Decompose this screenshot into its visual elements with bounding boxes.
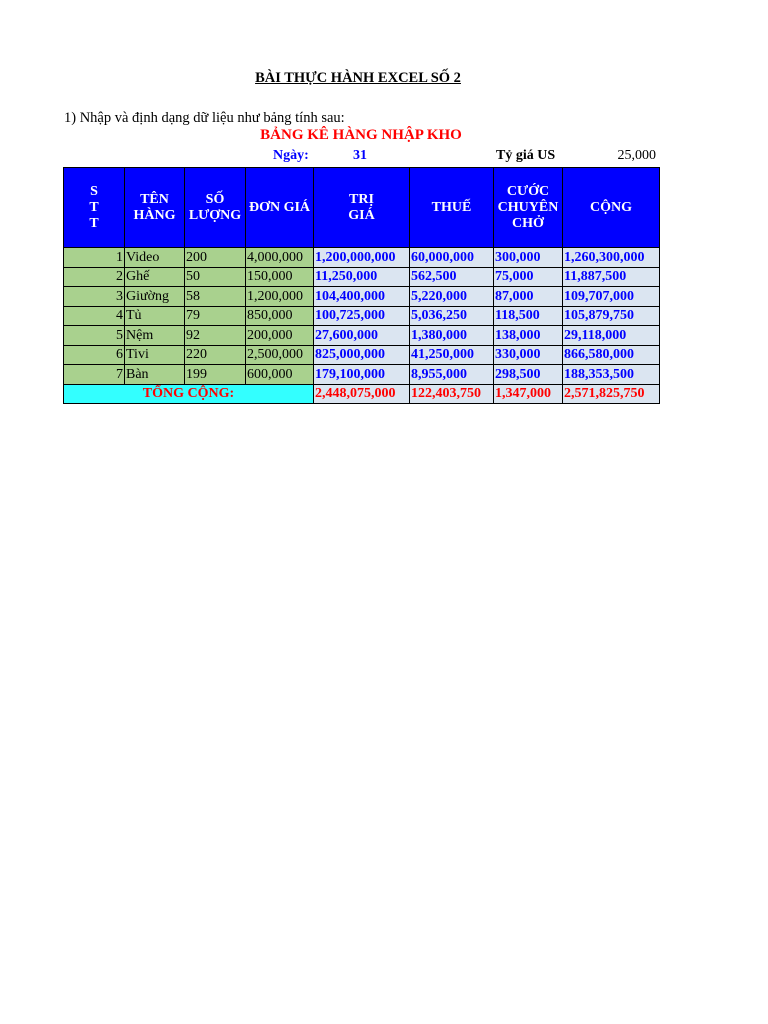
cell-cong[interactable]: 29,118,000 [563, 326, 660, 346]
cell-cuoc[interactable]: 300,000 [494, 248, 563, 268]
cell-tri-gia[interactable]: 1,200,000,000 [314, 248, 410, 268]
header-don-gia[interactable]: ĐƠN GIÁ [246, 168, 314, 248]
cell-cuoc[interactable]: 75,000 [494, 267, 563, 287]
table-row [64, 365, 660, 385]
table-row [64, 345, 660, 365]
cell-stt[interactable]: 2 [64, 267, 125, 287]
cell-don-gia[interactable]: 2,500,000 [246, 345, 314, 365]
cell-thue[interactable]: 60,000,000 [410, 248, 494, 268]
cell-cong[interactable]: 11,887,500 [563, 267, 660, 287]
cell-don-gia[interactable]: 200,000 [246, 326, 314, 346]
header-row [64, 168, 660, 248]
cell-ten-hang[interactable]: Nệm [125, 326, 185, 346]
total-tri-gia[interactable]: 2,448,075,000 [314, 384, 410, 404]
total-thue[interactable]: 122,403,750 [410, 384, 494, 404]
exchange-rate-value: 25,000 [617, 148, 656, 163]
cell-so-luong[interactable]: 58 [185, 287, 246, 307]
cell-don-gia[interactable]: 600,000 [246, 365, 314, 385]
table-row [64, 326, 660, 346]
date-value: 31 [353, 148, 367, 163]
cell-so-luong[interactable]: 92 [185, 326, 246, 346]
cell-tri-gia[interactable]: 11,250,000 [314, 267, 410, 287]
cell-ten-hang[interactable]: Tủ [125, 306, 185, 326]
cell-so-luong[interactable]: 220 [185, 345, 246, 365]
cell-tri-gia[interactable]: 825,000,000 [314, 345, 410, 365]
header-stt[interactable] [64, 168, 125, 248]
cell-stt[interactable]: 5 [64, 326, 125, 346]
table-row [64, 287, 660, 307]
total-cuoc[interactable]: 1,347,000 [494, 384, 563, 404]
cell-cuoc[interactable]: 138,000 [494, 326, 563, 346]
cell-thue[interactable]: 5,220,000 [410, 287, 494, 307]
cell-don-gia[interactable]: 1,200,000 [246, 287, 314, 307]
cell-cuoc[interactable]: 330,000 [494, 345, 563, 365]
cell-cuoc[interactable]: 298,500 [494, 365, 563, 385]
cell-stt[interactable]: 1 [64, 248, 125, 268]
instruction-text: 1) Nhập và định dạng dữ liệu như bảng tính sau: [64, 110, 345, 126]
cell-so-luong[interactable]: 79 [185, 306, 246, 326]
cell-cong[interactable]: 105,879,750 [563, 306, 660, 326]
cell-cong[interactable]: 188,353,500 [563, 365, 660, 385]
cell-stt[interactable]: 4 [64, 306, 125, 326]
cell-tri-gia[interactable]: 179,100,000 [314, 365, 410, 385]
cell-ten-hang[interactable]: Bàn [125, 365, 185, 385]
cell-don-gia[interactable]: 850,000 [246, 306, 314, 326]
header-cong[interactable]: CỘNG [563, 168, 660, 248]
sheet-title: BẢNG KÊ HÀNG NHẬP KHO [260, 127, 462, 143]
cell-so-luong[interactable]: 200 [185, 248, 246, 268]
cell-cong[interactable]: 109,707,000 [563, 287, 660, 307]
cell-don-gia[interactable]: 4,000,000 [246, 248, 314, 268]
cell-cuoc[interactable]: 87,000 [494, 287, 563, 307]
cell-ten-hang[interactable]: Giường [125, 287, 185, 307]
cell-thue[interactable]: 1,380,000 [410, 326, 494, 346]
cell-ten-hang[interactable]: Tivi [125, 345, 185, 365]
total-cong[interactable]: 2,571,825,750 [563, 384, 660, 404]
header-tri-gia[interactable]: TRỊ GIÁ [314, 168, 410, 248]
header-stt-label: S T T [89, 183, 99, 231]
header-thue[interactable]: THUẾ [410, 168, 494, 248]
cell-stt[interactable]: 3 [64, 287, 125, 307]
exchange-rate-label: Tỷ giá US [496, 148, 556, 163]
cell-so-luong[interactable]: 50 [185, 267, 246, 287]
cell-tri-gia[interactable]: 100,725,000 [314, 306, 410, 326]
cell-stt[interactable]: 6 [64, 345, 125, 365]
cell-thue[interactable]: 41,250,000 [410, 345, 494, 365]
cell-so-luong[interactable]: 199 [185, 365, 246, 385]
total-row [64, 384, 660, 404]
table-row [64, 267, 660, 287]
cell-stt[interactable]: 7 [64, 365, 125, 385]
cell-don-gia[interactable]: 150,000 [246, 267, 314, 287]
header-so-luong[interactable]: SỐ LƯỢNG [185, 168, 246, 248]
inventory-table [63, 167, 660, 404]
cell-ten-hang[interactable]: Video [125, 248, 185, 268]
date-label: Ngày: [273, 148, 309, 163]
cell-thue[interactable]: 562,500 [410, 267, 494, 287]
header-cuoc[interactable]: CƯỚC CHUYÊN CHỞ [494, 168, 563, 248]
cell-tri-gia[interactable]: 104,400,000 [314, 287, 410, 307]
table-row [64, 248, 660, 268]
table-row [64, 306, 660, 326]
total-label[interactable]: TỔNG CỘNG: [64, 384, 314, 404]
cell-cuoc[interactable]: 118,500 [494, 306, 563, 326]
cell-ten-hang[interactable]: Ghế [125, 267, 185, 287]
cell-tri-gia[interactable]: 27,600,000 [314, 326, 410, 346]
cell-cong[interactable]: 1,260,300,000 [563, 248, 660, 268]
header-ten-hang[interactable]: TÊN HÀNG [125, 168, 185, 248]
cell-thue[interactable]: 8,955,000 [410, 365, 494, 385]
cell-thue[interactable]: 5,036,250 [410, 306, 494, 326]
cell-cong[interactable]: 866,580,000 [563, 345, 660, 365]
document-title: BÀI THỰC HÀNH EXCEL SỐ 2 [255, 70, 461, 86]
